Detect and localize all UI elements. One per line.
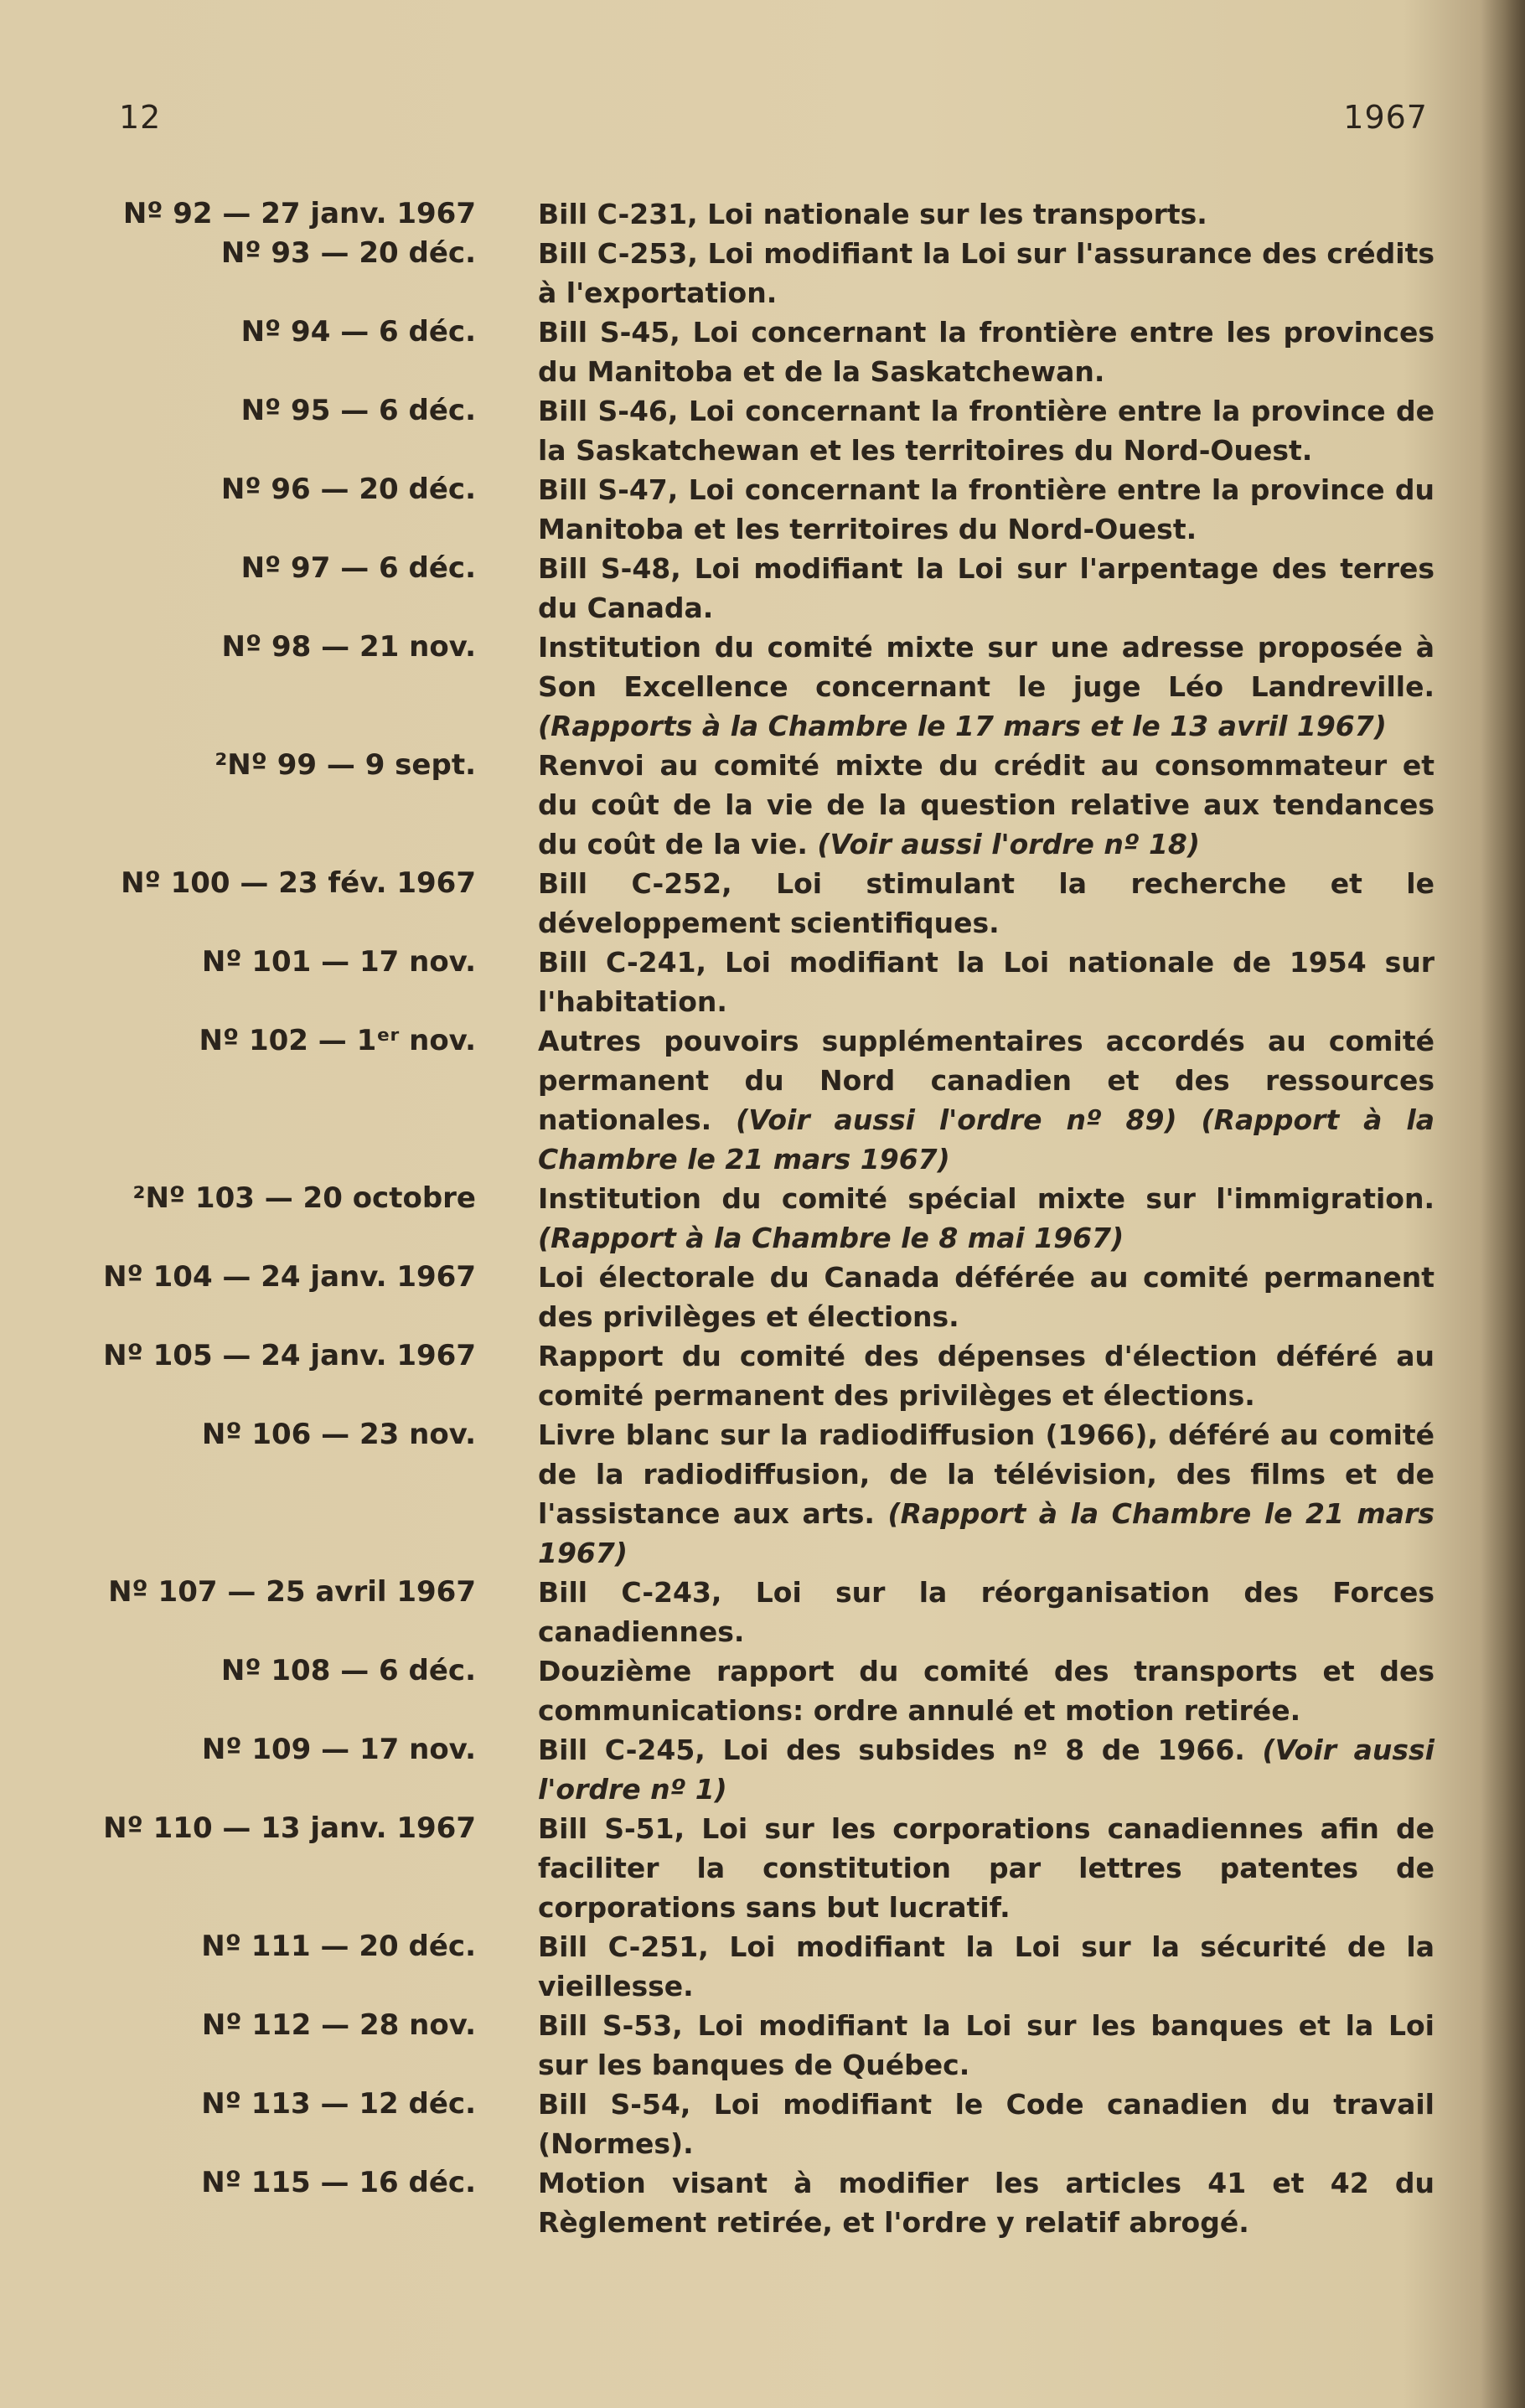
list-item <box>101 1258 1435 1336</box>
list-item <box>101 391 1435 470</box>
order-reference: Nº 104 — 24 janv. 1967 <box>103 1260 476 1294</box>
order-reference: Nº 112 — 28 nov. <box>201 2008 476 2042</box>
order-list <box>101 194 1435 2242</box>
order-reference: ²Nº 99 — 9 sept. <box>215 748 476 782</box>
order-description: Livre blanc sur la radiodiffusion (1966), déféré au comité de la radiodiffusion, de la télévision, des films et de l'assistance aux arts. <box>538 1418 1435 1530</box>
order-description: Motion visant à modifier les articles 41 et 42 du Règlement retirée, et l'ordre y relatif abrogé. <box>538 2167 1435 2239</box>
order-note: (Rapport à la Chambre le 21 mars 1967) <box>538 1497 1435 1569</box>
list-item <box>101 234 1435 313</box>
order-reference: Nº 102 — 1ᵉʳ nov. <box>199 1024 476 1057</box>
order-description: Bill S-53, Loi modifiant la Loi sur les banques et la Loi sur les banques de Québec. <box>538 2009 1435 2081</box>
order-description: Bill C-253, Loi modifiant la Loi sur l'assurance des crédits à l'exportation. <box>538 237 1435 309</box>
order-description: Bill S-54, Loi modifiant le Code canadien du travail (Normes). <box>538 2088 1435 2160</box>
order-description: Renvoi au comité mixte du crédit au consommateur et du coût de la vie de la question relative aux tendances du coût de la vie. <box>538 749 1435 860</box>
list-item <box>101 1415 1435 1573</box>
order-reference: Nº 107 — 25 avril 1967 <box>108 1575 476 1609</box>
order-reference: Nº 115 — 16 déc. <box>201 2166 476 2199</box>
list-item <box>101 943 1435 1021</box>
order-reference: Nº 93 — 20 déc. <box>220 236 476 270</box>
order-note: (Voir aussi l'ordre nº 89) (Rapport à la Chambre le 21 mars 1967) <box>538 1103 1435 1176</box>
order-description: Institution du comité spécial mixte sur l'immigration. <box>538 1182 1435 1215</box>
list-item <box>101 194 1435 234</box>
order-reference: ²Nº 103 — 20 octobre <box>132 1181 476 1215</box>
list-item <box>101 1021 1435 1179</box>
order-reference: Nº 108 — 6 déc. <box>220 1654 476 1687</box>
order-note: (Voir aussi l'ordre nº 18) <box>817 828 1200 860</box>
order-reference: Nº 109 — 17 nov. <box>201 1733 476 1766</box>
order-description: Bill C-251, Loi modifiant la Loi sur la sécurité de la vieillesse. <box>538 1930 1435 2002</box>
list-item <box>101 628 1435 746</box>
list-item <box>101 1573 1435 1651</box>
list-item <box>101 2163 1435 2242</box>
order-note: (Voir aussi l'ordre nº 1) <box>538 1734 1435 1806</box>
list-item <box>101 1336 1435 1415</box>
list-item <box>101 549 1435 628</box>
order-description: Rapport du comité des dépenses d'élection déféré au comité permanent des privilèges et élections. <box>538 1340 1435 1412</box>
page-year: 1967 <box>1343 99 1428 136</box>
order-description: Bill S-46, Loi concernant la frontière entre la province de la Saskatchewan et les territoires du Nord-Ouest. <box>538 395 1435 467</box>
page-header <box>119 99 1428 149</box>
order-description: Bill C-252, Loi stimulant la recherche et le développement scientifiques. <box>538 867 1435 939</box>
page-number: 12 <box>119 99 162 136</box>
order-reference: Nº 100 — 23 fév. 1967 <box>121 866 476 900</box>
order-description: Institution du comité mixte sur une adresse proposée à Son Excellence concernant le juge Léo Landreville. <box>538 631 1435 703</box>
order-note: (Rapports à la Chambre le 17 mars et le 13 avril 1967) <box>538 710 1387 742</box>
list-item <box>101 746 1435 864</box>
list-item <box>101 1927 1435 2006</box>
order-description: Bill S-47, Loi concernant la frontière entre la province du Manitoba et les territoires du Nord-Ouest. <box>538 473 1435 545</box>
order-reference: Nº 95 — 6 déc. <box>240 394 476 427</box>
list-item <box>101 1651 1435 1730</box>
order-description: Bill S-45, Loi concernant la frontière entre les provinces du Manitoba et de la Saskatchewan. <box>538 316 1435 388</box>
order-description: Bill C-241, Loi modifiant la Loi nationale de 1954 sur l'habitation. <box>538 946 1435 1018</box>
order-reference: Nº 101 — 17 nov. <box>201 945 476 979</box>
order-reference: Nº 92 — 27 janv. 1967 <box>122 197 476 230</box>
order-reference: Nº 94 — 6 déc. <box>240 315 476 349</box>
order-reference: Nº 111 — 20 déc. <box>201 1930 476 1963</box>
list-item <box>101 2085 1435 2163</box>
order-reference: Nº 110 — 13 janv. 1967 <box>103 1811 476 1845</box>
order-note: (Rapport à la Chambre le 8 mai 1967) <box>538 1222 1124 1254</box>
order-reference: Nº 96 — 20 déc. <box>220 473 476 506</box>
order-description: Bill C-231, Loi nationale sur les transports. <box>538 198 1207 230</box>
page-edge-shadow <box>1481 0 1525 2408</box>
order-reference: Nº 105 — 24 janv. 1967 <box>103 1339 476 1372</box>
order-description: Autres pouvoirs supplémentaires accordés au comité permanent du Nord canadien et des ressources nationales. <box>538 1025 1435 1136</box>
list-item <box>101 470 1435 549</box>
list-item <box>101 1809 1435 1927</box>
order-reference: Nº 106 — 23 nov. <box>201 1418 476 1451</box>
order-description: Bill S-48, Loi modifiant la Loi sur l'arpentage des terres du Canada. <box>538 552 1435 624</box>
order-description: Bill C-245, Loi des subsides nº 8 de 1966. <box>538 1734 1245 1766</box>
list-item <box>101 313 1435 391</box>
list-item <box>101 1179 1435 1258</box>
order-description: Bill C-243, Loi sur la réorganisation des Forces canadiennes. <box>538 1576 1435 1648</box>
list-item <box>101 2006 1435 2085</box>
order-reference: Nº 98 — 21 nov. <box>221 630 476 664</box>
order-description: Bill S-51, Loi sur les corporations canadiennes afin de faciliter la constitution par lettres patentes de corporations sans but lucratif. <box>538 1812 1435 1924</box>
order-description: Loi électorale du Canada déférée au comité permanent des privilèges et élections. <box>538 1261 1435 1333</box>
list-item <box>101 864 1435 943</box>
order-description: Douzième rapport du comité des transports et des communications: ordre annulé et motion retirée. <box>538 1655 1435 1727</box>
order-reference: Nº 97 — 6 déc. <box>240 551 476 585</box>
order-reference: Nº 113 — 12 déc. <box>201 2087 476 2121</box>
list-item <box>101 1730 1435 1809</box>
